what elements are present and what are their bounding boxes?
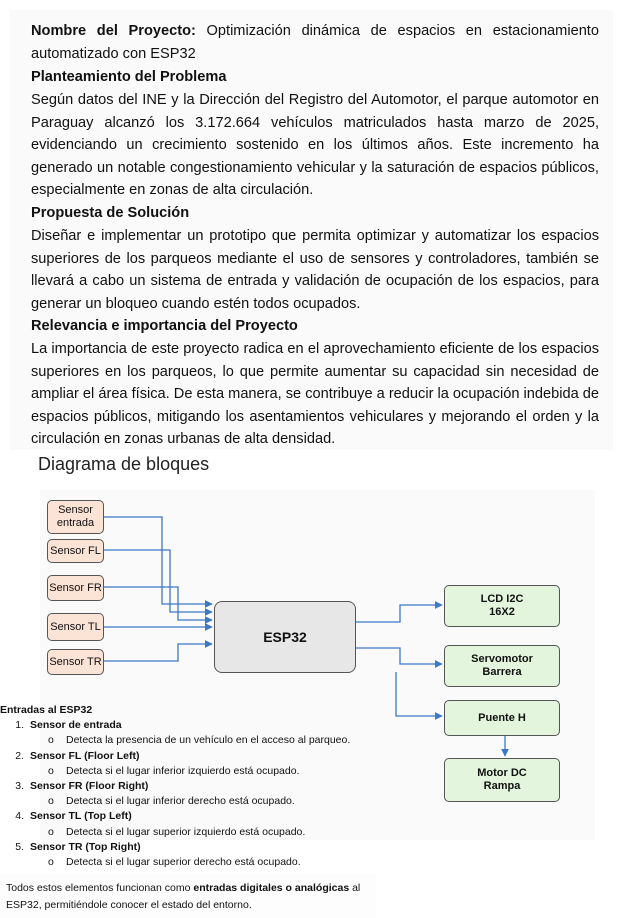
footer-text-post: al ESP32, permitiéndole conocer el estado del entorno.	[6, 882, 361, 911]
esp32-label: ESP32	[263, 628, 307, 645]
entradas-list	[0, 703, 400, 870]
sensor-fr-label: Sensor FR	[49, 581, 102, 594]
puente-h-label: Puente H	[478, 711, 526, 724]
relevance-text: La importancia de este proyecto radica en el aprovechamiento eficiente de los espacios superiores en los parqueos, lo que permite aumentar su capacidad sin necesidad de ampliar el área física. De esta manera, se contribuye a reducir la ocupación indebida de espacios públicos, mitigando los asentamientos vehiculares y mejorando el orden y la circulación en zonas urbanas de alta densidad.	[31, 341, 599, 448]
entrada-description: Detecta si el lugar superior derecho está ocupado.	[66, 856, 301, 869]
sensor-tr-label: Sensor TR	[49, 655, 102, 668]
bullet-icon: o	[48, 764, 54, 777]
puente-h-box	[444, 700, 560, 736]
entrada-name: Sensor de entrada	[30, 719, 122, 732]
sensor-entrada-label: Sensor entrada	[56, 504, 95, 529]
problem-text: Según datos del INE y la Dirección del Registro del Automotor, el parque automotor en Paraguay alcanzó los 3.172.664 vehículos matriculados hasta marzo de 2025, evidenciando un crecimiento sostenido en los últimos años. Este incremento ha generado un notable congestionamiento vehicular y la saturación de espacios públicos, especialmente en zonas de alta circulación.	[31, 92, 599, 199]
relevance-heading: Relevancia e importancia del Proyecto	[31, 318, 298, 334]
servo-label: Servomotor Barrera	[471, 653, 533, 678]
solution-text: Diseñar e implementar un prototipo que permita optimizar y automatizar los espacios superiores de los parqueos mediante el uso de sensores y controladores, también se llevará a cabo un sistema de entrada y validación de ocupación de los espacios, para generar un bloqueo cuando estén todos ocupados.	[31, 228, 599, 312]
entrada-number: 5.	[15, 840, 24, 853]
wire-servo	[356, 648, 442, 664]
entrada-number: 4.	[15, 810, 24, 823]
problem-heading: Planteamiento del Problema	[31, 69, 227, 85]
entrada-item	[0, 718, 400, 748]
bullet-icon: o	[48, 856, 54, 869]
bullet-icon: o	[48, 795, 54, 808]
solution-heading: Propuesta de Solución	[31, 205, 190, 221]
footer-note	[6, 880, 376, 914]
wire-sensor-tr	[104, 644, 212, 661]
entrada-description: Detecta si el lugar superior izquierdo está ocupado.	[66, 825, 306, 838]
entrada-item	[0, 809, 400, 839]
entradas-title: Entradas al ESP32	[0, 704, 93, 716]
entrada-name: Sensor FR (Floor Right)	[30, 780, 149, 793]
entrada-number: 1.	[15, 719, 24, 732]
wire-puente	[396, 672, 442, 716]
motor-dc-box	[444, 758, 560, 802]
sensor-fl-label: Sensor FL	[50, 544, 101, 557]
lcd-label: LCD I2C 16X2	[480, 593, 524, 618]
sensor-tl-box	[47, 613, 104, 641]
entrada-name: Sensor FL (Floor Left)	[30, 749, 140, 762]
servo-box	[444, 645, 560, 687]
entrada-name: Sensor TL (Top Left)	[30, 810, 132, 823]
entrada-description: Detecta la presencia de un vehículo en el acceso al parqueo.	[66, 734, 351, 747]
wire-sensor-fl	[104, 550, 212, 612]
entrada-name: Sensor TR (Top Right)	[30, 840, 141, 853]
sensor-fr-box	[47, 575, 104, 601]
esp32-box	[214, 601, 356, 673]
entrada-number: 2.	[15, 749, 24, 762]
sensor-fl-box	[47, 539, 104, 563]
motor-dc-label: Motor DC Rampa	[477, 767, 527, 792]
entrada-description: Detecta si el lugar inferior izquierdo está ocupado.	[66, 764, 300, 777]
entrada-number: 3.	[15, 780, 24, 793]
lcd-box	[444, 585, 560, 627]
bullet-icon: o	[48, 734, 54, 747]
footer-text-pre: Todos estos elementos funcionan como	[6, 882, 194, 894]
entrada-item	[0, 749, 400, 779]
wire-lcd	[356, 605, 442, 622]
sensor-tr-box	[47, 649, 104, 675]
sensor-entrada-box	[47, 500, 104, 534]
sensor-tl-label: Sensor TL	[50, 620, 101, 633]
project-name: Optimización dinámica de espacios en estacionamiento automatizado con ESP32	[31, 23, 599, 62]
footer-text-bold: entradas digitales o analógicas	[193, 882, 350, 894]
entrada-description: Detecta si el lugar inferior derecho está ocupado.	[66, 795, 295, 808]
diagram-title: Diagrama de bloques	[38, 454, 210, 474]
wire-sensor-entrada	[104, 517, 212, 604]
entrada-item	[0, 840, 400, 870]
bullet-icon: o	[48, 825, 54, 838]
project-label: Nombre del Proyecto:	[31, 23, 196, 39]
entrada-item	[0, 779, 400, 809]
